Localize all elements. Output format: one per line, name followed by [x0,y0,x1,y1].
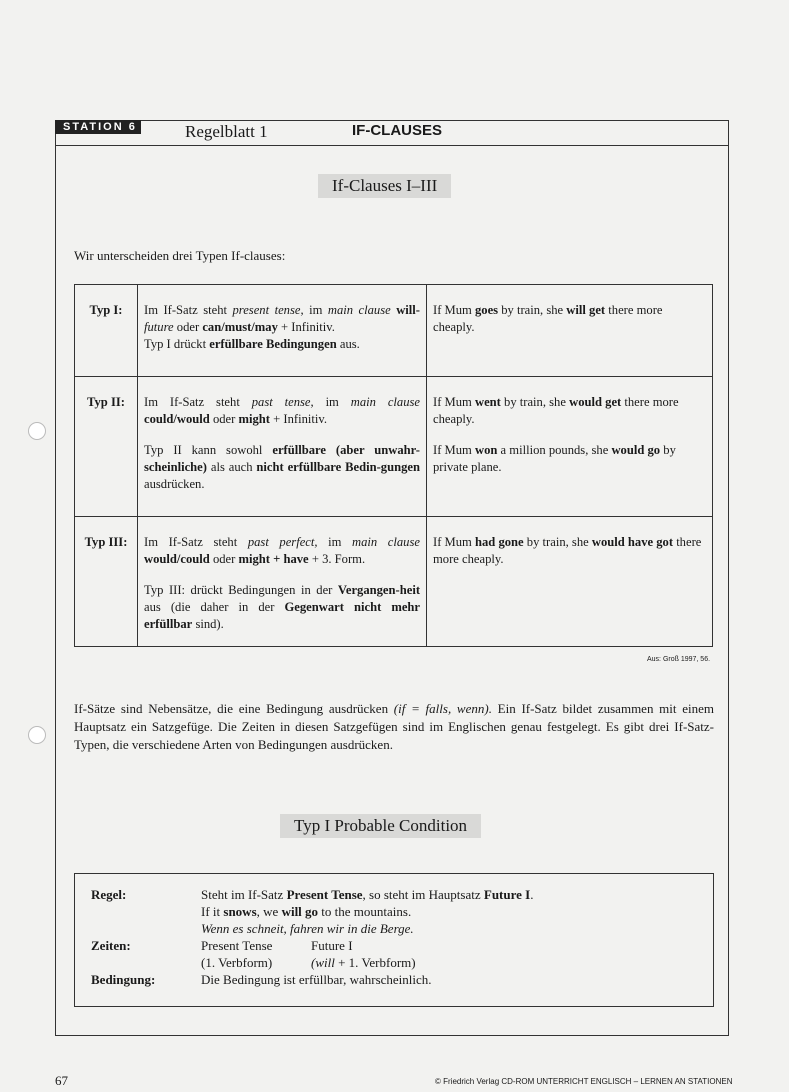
source-citation: Aus: Groß 1997, 56. [647,656,711,663]
zeiten-present-form: (1. Verbform) [201,955,273,970]
sheet-topic: IF-CLAUSES [352,122,442,139]
explanation-paragraph: If-Sätze sind Nebensätze, die eine Bedingung ausdrücken (if = falls, wenn). Ein If-Satz bildet zusammen mit einem Hauptsatz ein Satzgefüge. Die Zeiten in diesen Satzgefügen sind im Englischen genau festgelegt. Es gibt drei If-Satz-Typen, die verschiedene Arten von Bedingungen ausdrücken. [74,701,714,752]
type-example: If Mum had gone by train, she would have got there more cheaply. [427,517,713,647]
zeiten-present: Present Tense [201,938,273,953]
regel-translation: Wenn es schneit, fahren wir in die Berge. [201,921,414,936]
type-label: Typ III: [75,517,138,647]
sheet-title: Regelblatt 1 [185,122,268,141]
type-rule: Im If-Satz steht present tense, im main clause will-future oder can/must/may + Infinitiv. Typ I drückt erfüllbare Bedingungen aus. [138,285,427,377]
zeiten-future: Future I [311,938,353,953]
section-title-typ1: Typ I Probable Condition [280,814,481,838]
regel-label: Regel: [91,887,127,902]
zeiten-future-form: (will + 1. Verbform) [311,955,416,970]
intro-text: Wir unterscheiden drei Typen If-clauses: [74,248,286,263]
if-clause-types-table [74,284,713,647]
bedingung-label: Bedingung: [91,972,156,987]
zeiten-label: Zeiten: [91,938,131,953]
type-rule: Im If-Satz steht past perfect, im main clause would/could oder might + have + 3. Form. Typ III: drückt Bedingungen in der Vergangen-heit aus (die daher in der Gegenwart nicht mehr erfüllbar sind). [138,517,427,647]
page-number: 67 [55,1073,68,1088]
type-label: Typ I: [75,285,138,377]
bedingung-text: Die Bedingung ist erfüllbar, wahrscheinlich. [201,972,432,987]
rule-box [74,873,714,1007]
type-example: If Mum went by train, she would get there more cheaply. If Mum won a million pounds, she would go by private plane. [427,377,713,517]
table-row-type3 [75,517,713,647]
section-title-if-clauses: If-Clauses I–III [318,174,451,198]
punch-hole-top [28,422,46,440]
copyright-line: © Friedrich Verlag CD-ROM UNTERRICHT ENGLISCH – LERNEN AN STATIONEN [435,1077,733,1086]
regel-text: Steht im If-Satz Present Tense, so steht im Hauptsatz Future I. [201,887,534,902]
table-row-type1 [75,285,713,377]
header-divider [55,145,729,146]
type-rule: Im If-Satz steht past tense, im main clause could/would oder might + Infinitiv. Typ II kann sowohl erfüllbare (aber unwahr-scheinliche) als auch nicht erfüllbare Bedin-gungen ausdrücken. [138,377,427,517]
punch-hole-bottom [28,726,46,744]
type-label: Typ II: [75,377,138,517]
regel-example: If it snows, we will go to the mountains. [201,904,412,919]
station-badge: STATION 6 [55,120,141,134]
table-row-type2 [75,377,713,517]
type-example: If Mum goes by train, she will get there more cheaply. [427,285,713,377]
